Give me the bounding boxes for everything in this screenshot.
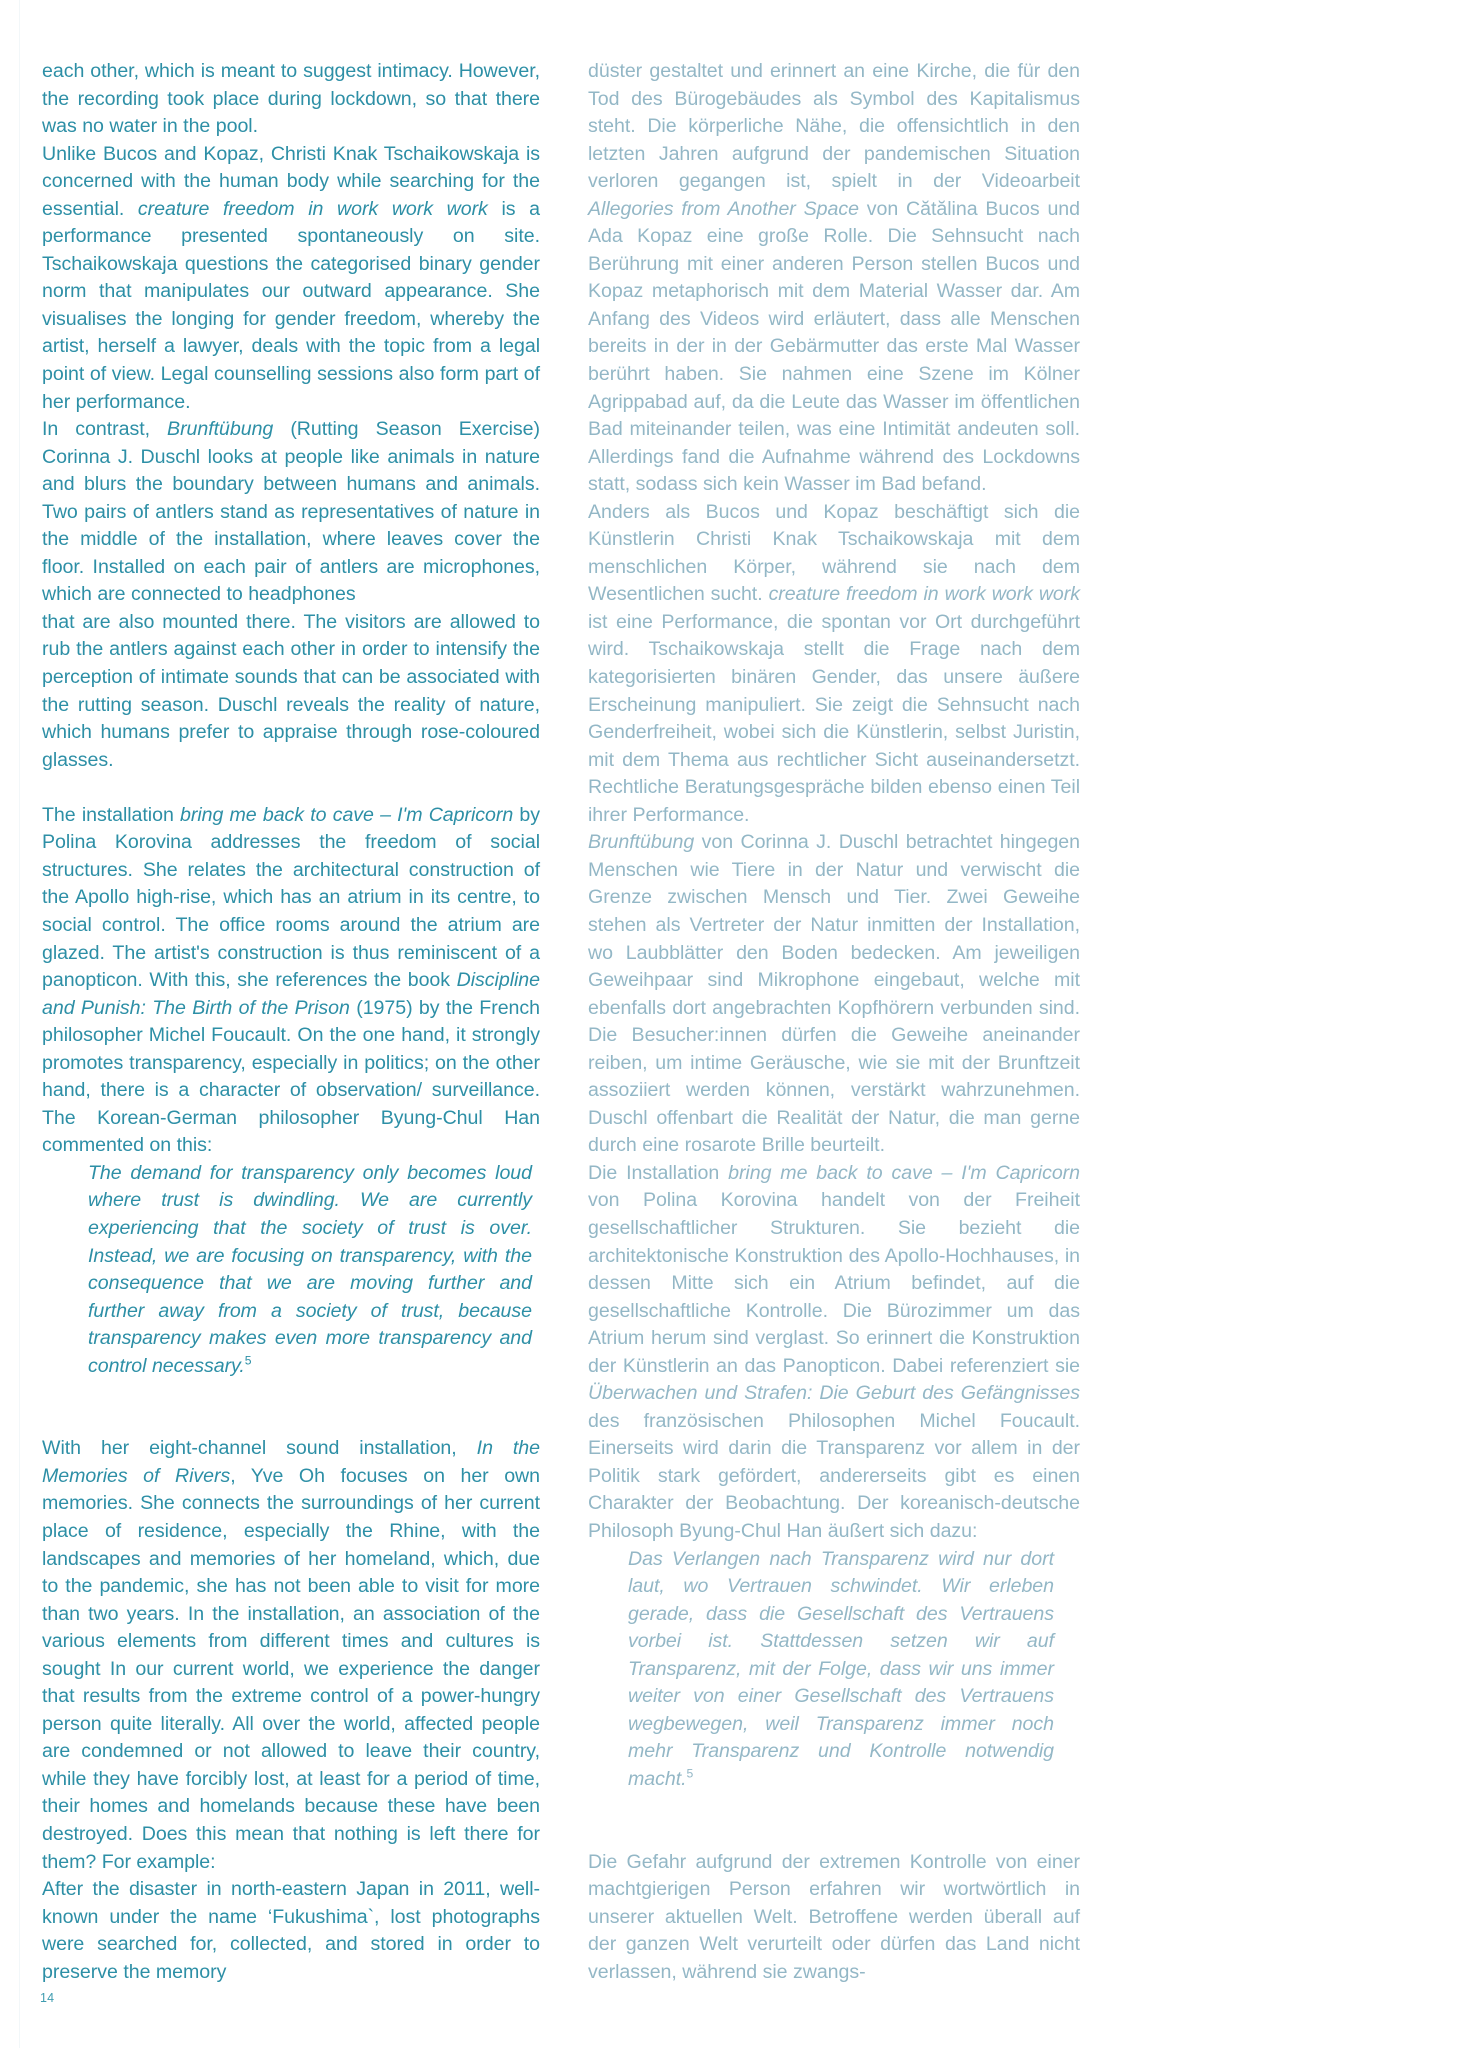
paragraph	[42, 58, 540, 141]
paragraph-text: von Corinna J. Duschl betrachtet hingegen Menschen wie Tiere in der Natur und verwischt die Grenze zwischen Mensch und Tier. Zwei Geweihe stehen als Vertreter der Natur inmitten der Installation, wo Laubblätter den Boden bedecken. Am jeweiligen Geweihpaar sind Mikrophone eingebaut, welche mit ebenfalls dort angebrachten Kopfhörern verbunden sind. Die Besucher:innen dürfen die Geweihe aneinander reiben, um intime Geräusche, wie sie mit der Brunftzeit assoziiert werden können, verstärkt wahrzunehmen. Duschl offenbart die Realität der Natur, die man gerne durch eine rosarote Brille beurteilt.	[588, 831, 1080, 1157]
paragraph	[42, 609, 540, 774]
paragraph	[588, 829, 1080, 1160]
work-title-italic: Brunftübung	[167, 418, 274, 441]
paragraph-text: , Yve Oh focuses on her own memories. She connects the surroundings of her current place of residence, especially the Rhine, with the landscapes and memories of her homeland, which, due to the pandemic, she has not been able to visit for more than two years. In the installation, an association of the various elements from different times and cultures is sought In our current world, we experience the danger that results from the extreme control of a power-hungry person quite literally. All over the world, affected people are condemned or not allowed to leave their country, while they have forcibly lost, at least for a period of time, their homes and homelands because these have been destroyed. Does this mean that nothing is left there for them? For example:	[42, 1464, 541, 1873]
paragraph	[42, 1408, 540, 1876]
paragraph-text: des französischen Philosophen Michel Foucault. Einerseits wird darin die Transparenz vor allem in der Politik stark gefördert, andererseits gibt es einen Charakter der Beobachtung. Der koreanisch-deutsche Philosoph Byung-Chul Han äußert sich dazu:	[588, 1409, 1080, 1542]
blockquote-english	[42, 1160, 540, 1380]
paragraph-text: that are also mounted there. The visitors are allowed to rub the antlers against each other in order to intensify the perception of intimate sounds that can be associated with the rutting season. Duschl reveals the reality of nature, which humans prefer to appraise through rose-coloured glasses.	[42, 610, 540, 771]
paragraph-text: düster gestaltet und erinnert an eine Kirche, die für den Tod des Bürogebäudes als Symbol des Kapitalismus steht. Die körperliche Nähe, die offensichtlich in den letzten Jahren aufgrund der pandemischen Situation verloren gegangen ist, spielt in der Videoarbeit	[588, 60, 1080, 193]
paragraph	[588, 499, 1080, 830]
footnote-marker: 5	[244, 1353, 252, 1368]
paragraph	[588, 1160, 1080, 1546]
work-title-italic: bring me back to cave – I'm Capricorn	[180, 803, 514, 826]
work-title-italic: creature freedom in work work work	[768, 583, 1080, 606]
paragraph-spacer	[588, 1821, 1080, 1849]
paragraph	[42, 802, 540, 1160]
paragraph-text: ist eine Performance, die spontan vor Ort durchgeführt wird. Tschaikowskaja stellt die Frage nach dem kategorisierten binären Gender, das unsere äußere Erscheinung manipuliert. Sie zeigt die Sehnsucht nach Genderfreiheit, wobei sich die Künstlerin, selbst Juristin, mit dem Thema aus rechtlicher Sicht auseinandersetzt. Rechtliche Beratungsgespräche bilden ebenso einen Teil ihrer Performance.	[588, 610, 1080, 826]
paragraph	[588, 1821, 1080, 1986]
work-title-italic: In the Memories of Rivers	[42, 1437, 540, 1487]
work-title-italic: creature freedom in work work work	[137, 197, 488, 220]
paragraph-text: is a performance presented spontaneously on site. Tschaikowskaja questions the categorised binary gender norm that manipulates our outward appearance. She visualises the longing for gender freedom, whereby the artist, herself a lawyer, deals with the topic from a legal point of view. Legal counselling sessions also form part of her performance.	[42, 197, 540, 413]
paragraph-text: (Rutting Season Exercise) Corinna J. Duschl looks at people like animals in nature and blurs the boundary between humans and animals. Two pairs of antlers stand as representatives of nature in the middle of the installation, where leaves cover the floor. Installed on each pair of antlers are microphones, which are connected to headphones	[42, 418, 540, 606]
paragraph-text: Unlike Bucos and Kopaz, Christi Knak Tschaikowskaja is concerned with the human body while searching for the essential.	[42, 142, 540, 220]
book-title-italic: Überwachen und Strafen: Die Geburt des Gefängnisses	[588, 1382, 1080, 1405]
paragraph-text: In contrast,	[42, 418, 168, 441]
paragraph-spacer	[42, 1408, 540, 1436]
paragraph	[42, 1876, 540, 1986]
work-title-italic: Brunftübung	[588, 831, 695, 854]
page-number: 14	[40, 1991, 55, 2005]
paragraph-text: Die Gefahr aufgrund der extremen Kontrolle von einer machtgierigen Person erfahren wir wortwörtlich in unserer aktuellen Welt. Betroffene werden überall auf der ganzen Welt verurteilt oder dürfen das Land nicht verlassen, während sie zwangs-	[588, 1850, 1080, 1983]
blockquote-german	[588, 1546, 1080, 1794]
paragraph	[42, 141, 540, 416]
book-title-italic: Discipline and Punish: The Birth of the Prison	[42, 969, 540, 1019]
paragraph-text: von Polina Korovina handelt von der Freiheit gesellschaftlicher Strukturen. Sie bezieht die architektonische Konstruktion des Apollo-Hochhauses, in dessen Mitte sich ein Atrium befindet, auf die gesellschaftliche Kontrolle. Die Bürozimmer um das Atrium herum sind verglast. So erinnert die Konstruktion der Künstlerin an das Panopticon. Dabei referenziert sie	[588, 1189, 1080, 1377]
footnote-marker: 5	[686, 1766, 694, 1781]
right-column-german	[588, 58, 1080, 1986]
paragraph-text: Die Installation	[588, 1161, 729, 1184]
page-trim-edge	[19, 0, 20, 2048]
paragraph-text: After the disaster in north-eastern Japan in 2011, well-known under the name ‘Fukushima`, lost photographs were searched for, collected, and stored in order to preserve the memory	[42, 1878, 540, 1983]
paragraph-text: von Cătălina Bucos und Ada Kopaz eine große Rolle. Die Sehnsucht nach Berührung mit einer anderen Person stellen Bucos und Kopaz metaphorisch mit dem Material Wasser dar. Am Anfang des Videos wird erläutert, dass alle Menschen bereits in der in der Gebärmutter das erste Mal Wasser berührt haben. Sie nahmen eine Szene im Kölner Agrippabad auf, da die Leute das Wasser im öffentlichen Bad miteinander teilen, was eine Intimität andeuten soll. Allerdings fand die Aufnahme während des Lockdowns statt, sodass sich kein Wasser im Bad befand.	[588, 197, 1080, 496]
paragraph-text: Anders als Bucos und Kopaz beschäftigt sich die Künstlerin Christi Knak Tschaikowskaja mit dem menschlichen Körper, während sie nach dem Wesentlichen sucht.	[588, 500, 1080, 606]
paragraph	[588, 58, 1080, 499]
work-title-italic: Allegories from Another Space	[588, 197, 859, 220]
blockquote-text: The demand for transparency only becomes loud where trust is dwindling. We are currently experiencing that the society of trust is over. Instead, we are focusing on transparency, with the consequence that we are moving further and further away from a society of trust, because transparency makes even more transparency and control necessary.	[88, 1161, 532, 1377]
blockquote-text: Das Verlangen nach Transparenz wird nur dort laut, wo Vertrauen schwindet. Wir erleben gerade, dass die Gesellschaft des Vertrauens vorbei ist. Stattdessen setzen wir auf Transparenz, mit der Folge, dass wir uns immer weiter von einer Gesellschaft des Vertrauens wegbewegen, weil Transparenz immer noch mehr Transparenz und Kontrolle notwendig macht.	[628, 1547, 1054, 1790]
paragraph-text: The installation	[42, 803, 181, 826]
paragraph-text: each other, which is meant to suggest intimacy. However, the recording took place during lockdown, so that there was no water in the pool.	[42, 60, 540, 138]
work-title-italic: bring me back to cave – I'm Capricorn	[728, 1161, 1080, 1184]
paragraph	[42, 416, 540, 609]
paragraph-text: With her eight-channel sound installation,	[42, 1437, 477, 1460]
paragraph-text: by Polina Korovina addresses the freedom of social structures. She relates the architectural construction of the Apollo high-rise, which has an atrium in its centre, to social control. The office rooms around the atrium are glazed. The artist's construction is thus reminiscent of a panopticon. With this, she references the book	[42, 803, 540, 992]
paragraph-text: (1975) by the French philosopher Michel Foucault. On the one hand, it strongly promotes transparency, especially in politics; on the other hand, there is a character of observation/ surveillance. The Korean-German philosopher Byung-Chul Han commented on this:	[42, 996, 540, 1157]
left-column-english	[42, 58, 540, 1986]
